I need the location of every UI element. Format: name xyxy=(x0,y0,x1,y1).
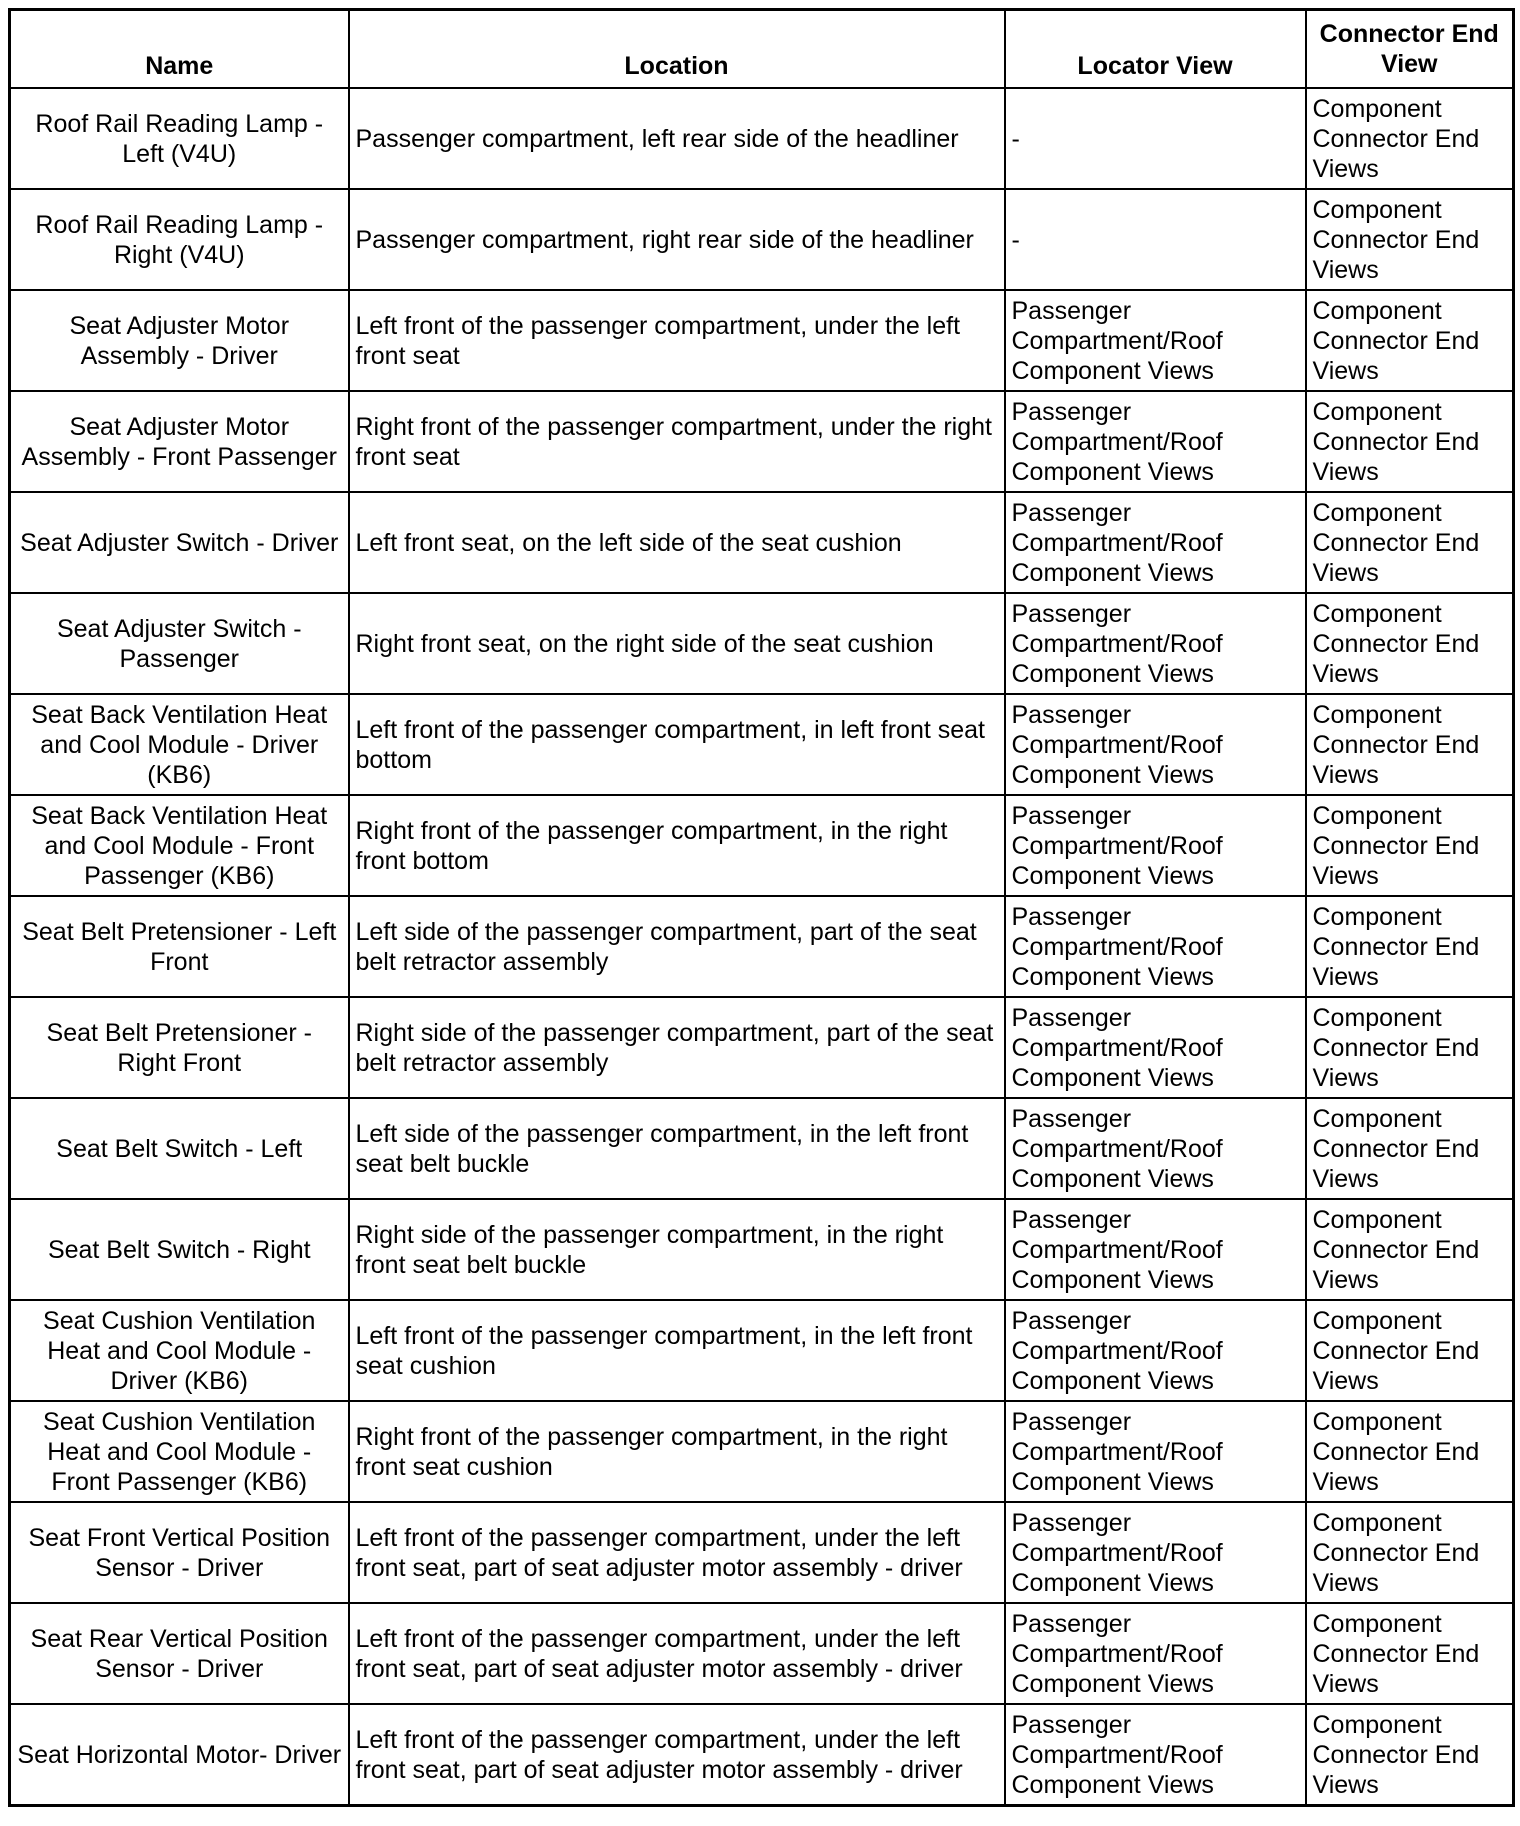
table-row xyxy=(10,593,1514,694)
cell-location: Left front of the passenger compartment, under the left front seat, part of seat adjuster motor assembly - driver xyxy=(349,1502,1005,1603)
cell-locator-view: Passenger Compartment/Roof Component Views xyxy=(1005,1098,1306,1199)
cell-locator-view: Passenger Compartment/Roof Component Views xyxy=(1005,1502,1306,1603)
table-row xyxy=(10,1704,1514,1806)
table-row xyxy=(10,1502,1514,1603)
cell-locator-view: Passenger Compartment/Roof Component Views xyxy=(1005,1401,1306,1502)
table-row xyxy=(10,1199,1514,1300)
cell-name: Seat Cushion Ventilation Heat and Cool Module - Driver (KB6) xyxy=(10,1300,349,1401)
table-row xyxy=(10,1603,1514,1704)
cell-name: Seat Back Ventilation Heat and Cool Module - Driver (KB6) xyxy=(10,694,349,795)
cell-connector-end-view: Component Connector End Views xyxy=(1306,1199,1514,1300)
cell-locator-view: Passenger Compartment/Roof Component Views xyxy=(1005,1603,1306,1704)
table-row xyxy=(10,1098,1514,1199)
cell-name: Seat Adjuster Motor Assembly - Driver xyxy=(10,290,349,391)
cell-name: Roof Rail Reading Lamp - Left (V4U) xyxy=(10,88,349,189)
cell-location: Left front of the passenger compartment, in left front seat bottom xyxy=(349,694,1005,795)
cell-location: Right front of the passenger compartment, under the right front seat xyxy=(349,391,1005,492)
cell-location: Left front seat, on the left side of the seat cushion xyxy=(349,492,1005,593)
cell-name: Seat Belt Pretensioner - Left Front xyxy=(10,896,349,997)
table-row xyxy=(10,795,1514,896)
cell-location: Right side of the passenger compartment, in the right front seat belt buckle xyxy=(349,1199,1005,1300)
component-locator-table-wrap xyxy=(8,8,1515,1807)
cell-locator-view: Passenger Compartment/Roof Component Views xyxy=(1005,997,1306,1098)
cell-locator-view: - xyxy=(1005,189,1306,290)
cell-location: Passenger compartment, left rear side of the headliner xyxy=(349,88,1005,189)
table-row xyxy=(10,88,1514,189)
cell-location: Left side of the passenger compartment, in the left front seat belt buckle xyxy=(349,1098,1005,1199)
cell-name: Seat Adjuster Switch - Passenger xyxy=(10,593,349,694)
cell-locator-view: Passenger Compartment/Roof Component Views xyxy=(1005,795,1306,896)
cell-connector-end-view: Component Connector End Views xyxy=(1306,795,1514,896)
cell-locator-view: - xyxy=(1005,88,1306,189)
table-row xyxy=(10,391,1514,492)
cell-location: Left front of the passenger compartment, under the left front seat xyxy=(349,290,1005,391)
cell-connector-end-view: Component Connector End Views xyxy=(1306,1401,1514,1502)
cell-connector-end-view: Component Connector End Views xyxy=(1306,492,1514,593)
cell-name: Seat Adjuster Switch - Driver xyxy=(10,492,349,593)
component-locator-table xyxy=(8,8,1515,1807)
table-row xyxy=(10,290,1514,391)
cell-locator-view: Passenger Compartment/Roof Component Views xyxy=(1005,896,1306,997)
cell-connector-end-view: Component Connector End Views xyxy=(1306,1603,1514,1704)
table-body xyxy=(10,88,1514,1806)
cell-connector-end-view: Component Connector End Views xyxy=(1306,1300,1514,1401)
header-connector-end-view: Connector End View xyxy=(1306,10,1514,89)
cell-locator-view: Passenger Compartment/Roof Component Views xyxy=(1005,593,1306,694)
table-row xyxy=(10,997,1514,1098)
cell-location: Left front of the passenger compartment, under the left front seat, part of seat adjuster motor assembly - driver xyxy=(349,1704,1005,1806)
cell-location: Left side of the passenger compartment, part of the seat belt retractor assembly xyxy=(349,896,1005,997)
header-name: Name xyxy=(10,10,349,89)
cell-locator-view: Passenger Compartment/Roof Component Views xyxy=(1005,391,1306,492)
cell-connector-end-view: Component Connector End Views xyxy=(1306,88,1514,189)
cell-name: Seat Belt Switch - Right xyxy=(10,1199,349,1300)
cell-name: Seat Belt Switch - Left xyxy=(10,1098,349,1199)
cell-name: Roof Rail Reading Lamp - Right (V4U) xyxy=(10,189,349,290)
cell-connector-end-view: Component Connector End Views xyxy=(1306,391,1514,492)
cell-connector-end-view: Component Connector End Views xyxy=(1306,593,1514,694)
header-locator-view: Locator View xyxy=(1005,10,1306,89)
cell-locator-view: Passenger Compartment/Roof Component Views xyxy=(1005,290,1306,391)
cell-connector-end-view: Component Connector End Views xyxy=(1306,997,1514,1098)
table-row xyxy=(10,896,1514,997)
cell-name: Seat Horizontal Motor- Driver xyxy=(10,1704,349,1806)
cell-name: Seat Belt Pretensioner - Right Front xyxy=(10,997,349,1098)
cell-connector-end-view: Component Connector End Views xyxy=(1306,1704,1514,1806)
cell-connector-end-view: Component Connector End Views xyxy=(1306,694,1514,795)
cell-locator-view: Passenger Compartment/Roof Component Views xyxy=(1005,1704,1306,1806)
table-row xyxy=(10,1401,1514,1502)
table-row xyxy=(10,492,1514,593)
cell-connector-end-view: Component Connector End Views xyxy=(1306,1098,1514,1199)
cell-connector-end-view: Component Connector End Views xyxy=(1306,896,1514,997)
cell-location: Right front seat, on the right side of the seat cushion xyxy=(349,593,1005,694)
cell-location: Left front of the passenger compartment, in the left front seat cushion xyxy=(349,1300,1005,1401)
table-row xyxy=(10,189,1514,290)
table-row xyxy=(10,1300,1514,1401)
cell-location: Left front of the passenger compartment, under the left front seat, part of seat adjuster motor assembly - driver xyxy=(349,1603,1005,1704)
cell-name: Seat Back Ventilation Heat and Cool Module - Front Passenger (KB6) xyxy=(10,795,349,896)
cell-name: Seat Adjuster Motor Assembly - Front Passenger xyxy=(10,391,349,492)
cell-locator-view: Passenger Compartment/Roof Component Views xyxy=(1005,1300,1306,1401)
cell-locator-view: Passenger Compartment/Roof Component Views xyxy=(1005,1199,1306,1300)
table-header-row xyxy=(10,10,1514,89)
cell-connector-end-view: Component Connector End Views xyxy=(1306,1502,1514,1603)
cell-connector-end-view: Component Connector End Views xyxy=(1306,189,1514,290)
table-row xyxy=(10,694,1514,795)
cell-location: Right side of the passenger compartment, part of the seat belt retractor assembly xyxy=(349,997,1005,1098)
cell-location: Right front of the passenger compartment, in the right front seat cushion xyxy=(349,1401,1005,1502)
cell-locator-view: Passenger Compartment/Roof Component Views xyxy=(1005,492,1306,593)
cell-name: Seat Cushion Ventilation Heat and Cool Module - Front Passenger (KB6) xyxy=(10,1401,349,1502)
cell-location: Right front of the passenger compartment, in the right front bottom xyxy=(349,795,1005,896)
cell-connector-end-view: Component Connector End Views xyxy=(1306,290,1514,391)
cell-name: Seat Rear Vertical Position Sensor - Driver xyxy=(10,1603,349,1704)
header-location: Location xyxy=(349,10,1005,89)
cell-locator-view: Passenger Compartment/Roof Component Views xyxy=(1005,694,1306,795)
cell-name: Seat Front Vertical Position Sensor - Driver xyxy=(10,1502,349,1603)
cell-location: Passenger compartment, right rear side of the headliner xyxy=(349,189,1005,290)
